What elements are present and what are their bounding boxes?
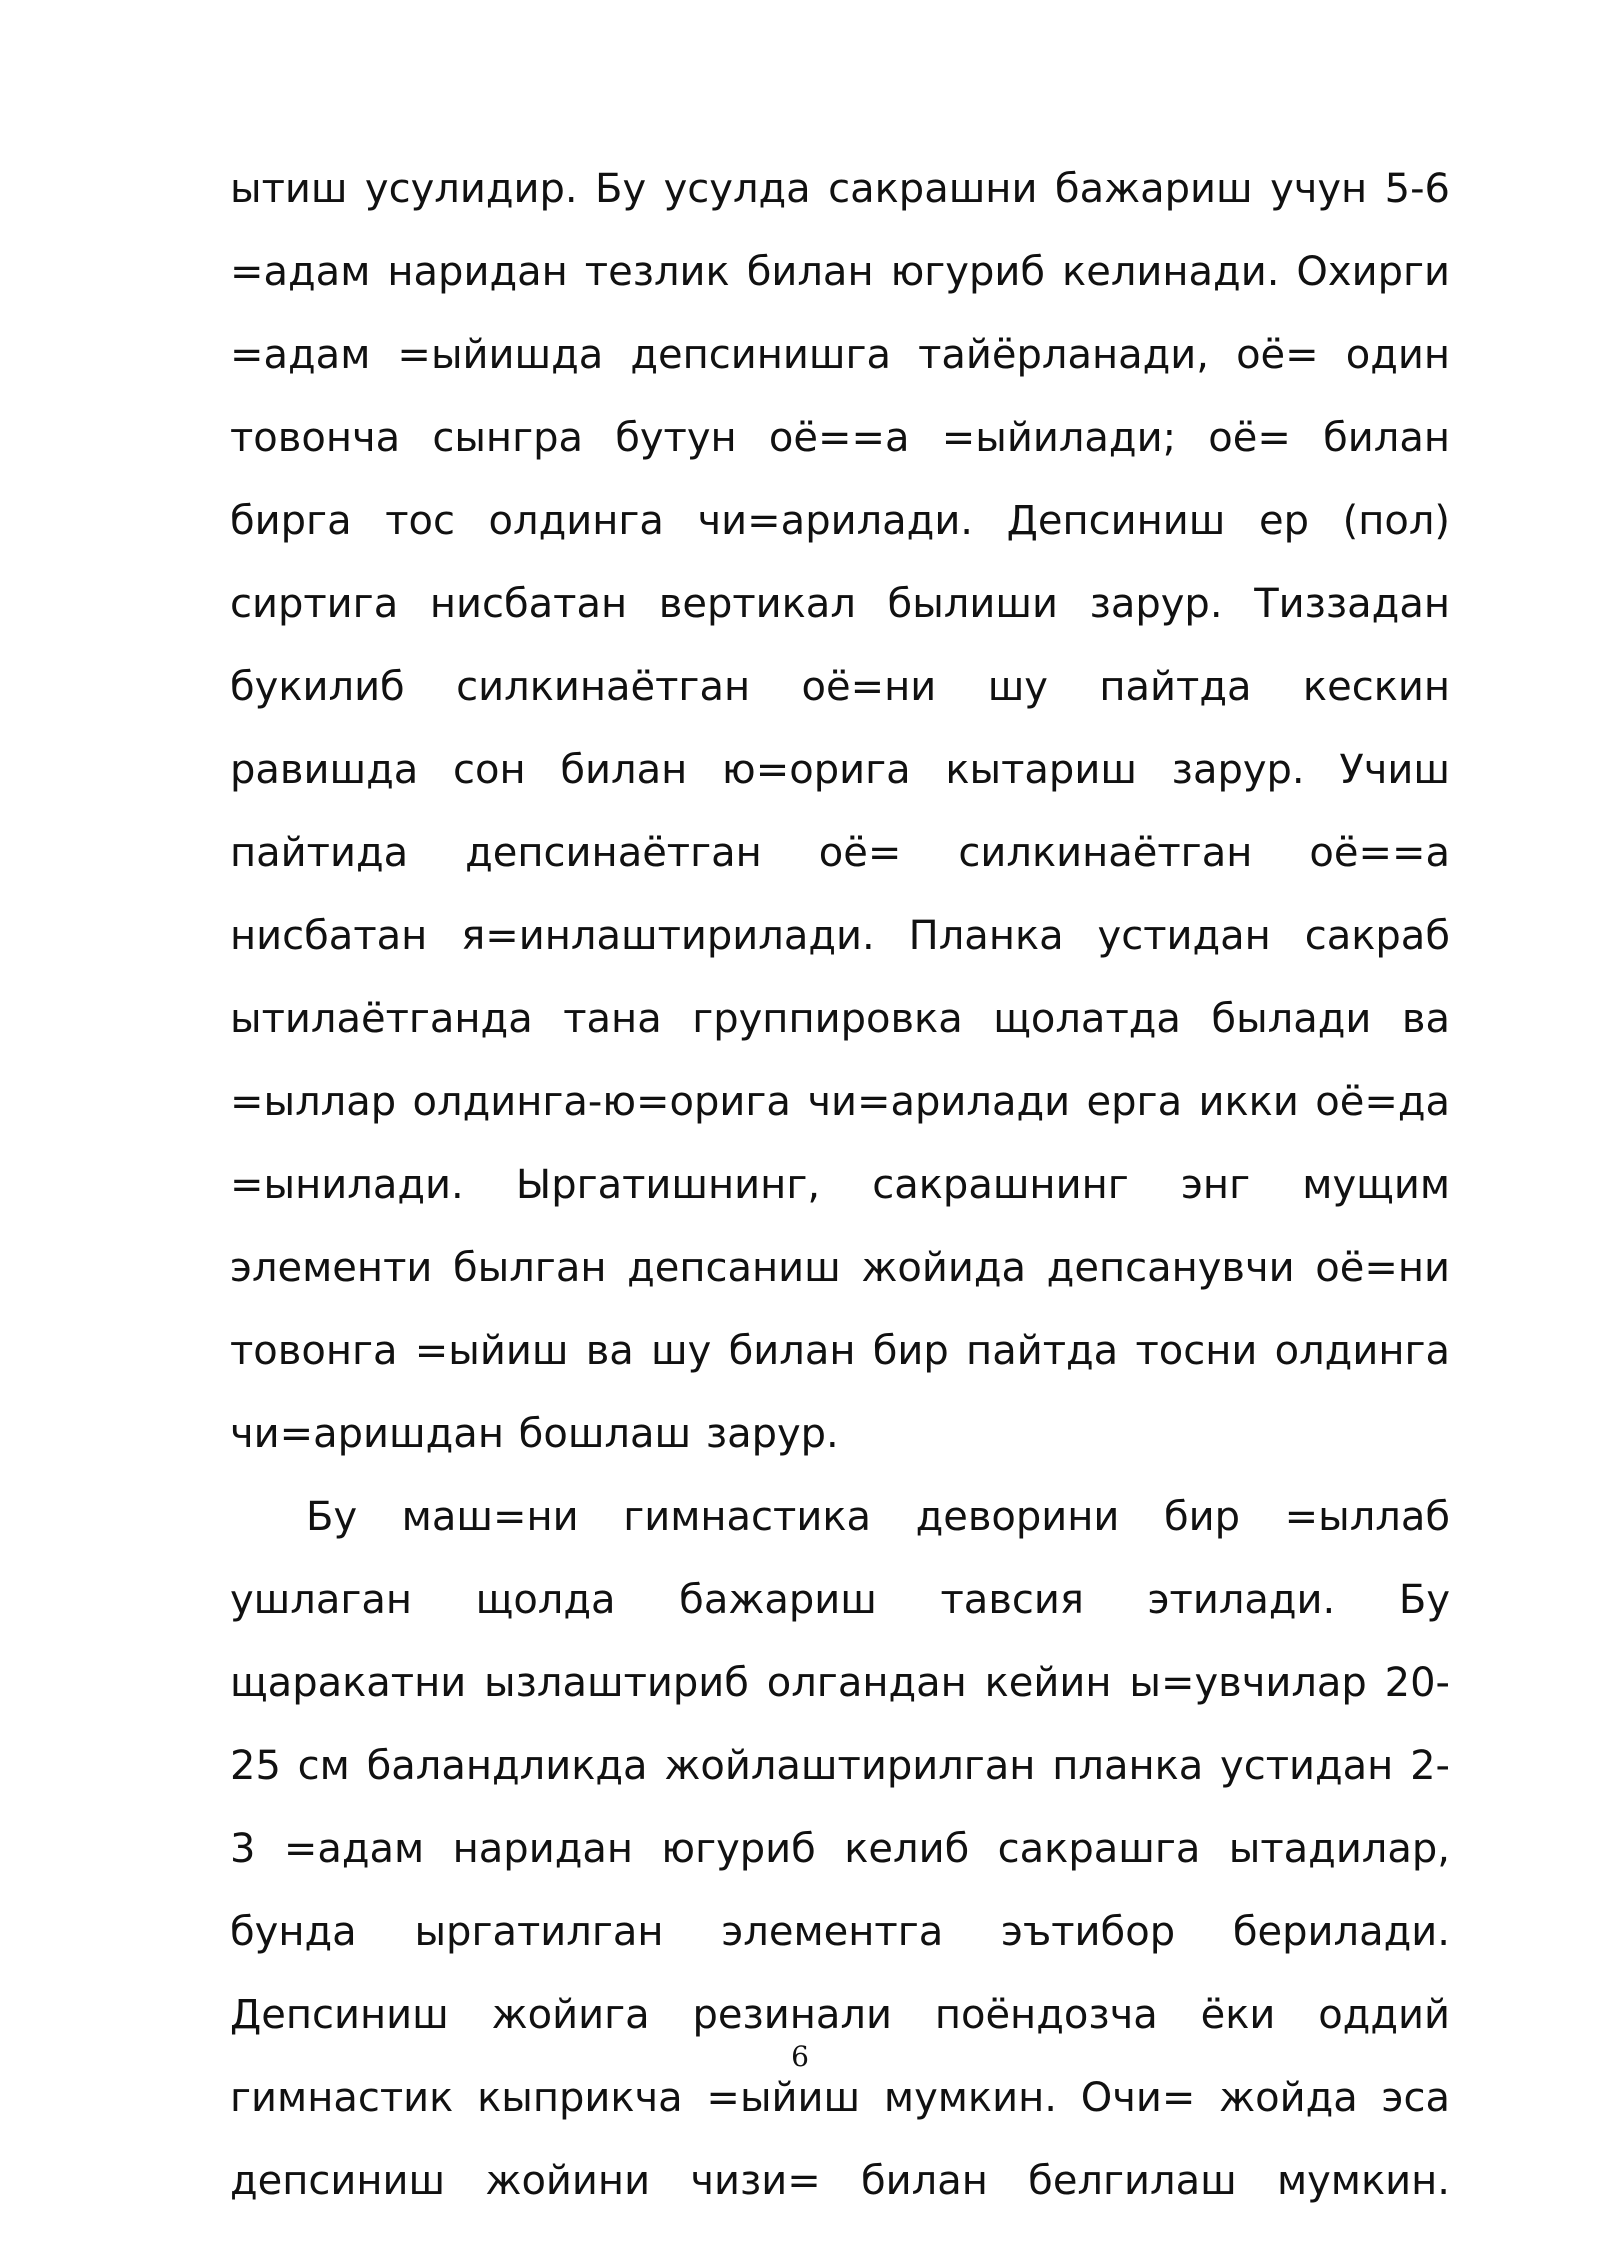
paragraph-2: Бу маш=ни гимнастика деворини бир =ыллаб ушлаган щолда бажариш тавсия этилади. Бу щаракатни ызлаштириб олгандан кейин ы=увчилар 20-25 см баландликда жойлаштирилган планка устидан 2-3 =адам наридан югуриб келиб сакрашга ытадилар, бунда ыргатилган элементга эътибор берилади. Депсиниш жойига резинали поёндозча ёки оддий гимнастик кыприкча =ыйиш мумкин. Очи= жойда эса депсиниш жойини чизи= билан белгилаш мумкин.	[230, 1494, 1450, 2204]
document-body	[230, 148, 1450, 2223]
paragraph-1: ытиш усулидир. Бу усулда сакрашни бажариш учун 5-6 =адам наридан тезлик билан югуриб келинади. Охирги =адам =ыйишда депсинишга тайёрланади, оё= один товонча сынгра бутун оё==а =ыйилади; оё= билан бирга тос олдинга чи=арилади. Депсиниш ер (пол) сиртига нисбатан вертикал былиши зарур. Тиззадан букилиб силкинаётган оё=ни шу пайтда кескин равишда сон билан ю=орига кытариш зарур. Учиш пайтида депсинаётган оё= силкинаётган оё==а нисбатан я=инлаштирилади. Планка устидан сакраб ытилаётганда тана группировка щолатда былади ва =ыллар олдинга-ю=орига чи=арилади ерга икки оё=да =ынилади. Ыргатишнинг, сакрашнинг энг мущим элементи былган депсаниш жойида депсанувчи оё=ни товонга =ыйиш ва шу билан бир пайтда тосни олдинга чи=аришдан бошлаш зарур.	[230, 166, 1450, 1457]
page-number: 6	[791, 2040, 809, 2073]
